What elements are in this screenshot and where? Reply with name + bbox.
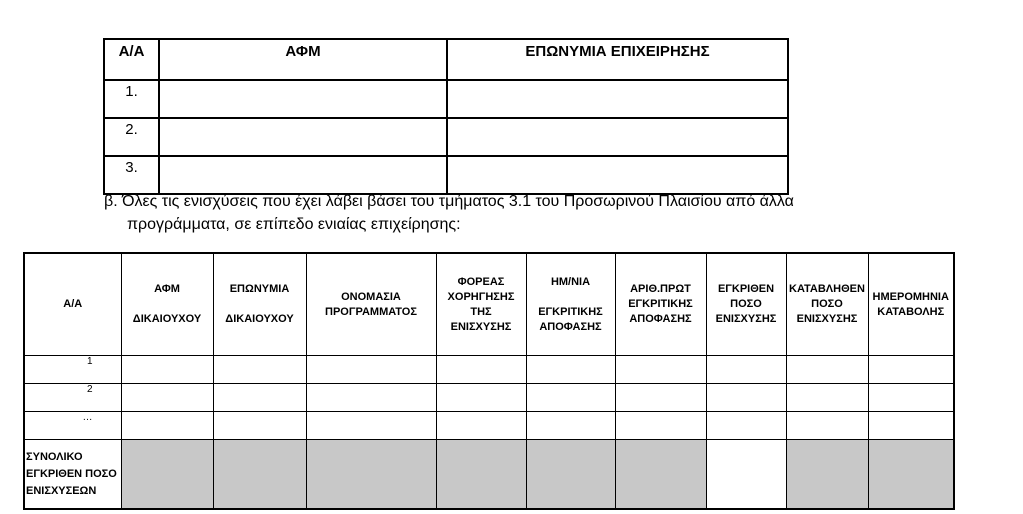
shaded-cell bbox=[615, 440, 706, 510]
cell[interactable] bbox=[436, 384, 526, 412]
header-afm: ΑΦΜ bbox=[159, 39, 447, 80]
cell[interactable] bbox=[436, 412, 526, 440]
row-number: 3. bbox=[104, 156, 159, 194]
cell[interactable] bbox=[868, 412, 954, 440]
paragraph-line-1: β. Όλες τις ενισχύσεις που έχει λάβει βάσει του τμήματος 3.1 του Προσωρινού Πλαισίου από άλλα bbox=[104, 193, 794, 210]
businesses-table bbox=[103, 38, 789, 195]
cell[interactable] bbox=[526, 384, 615, 412]
header-arith-prot: ΑΡΙΘ.ΠΡΩΤ ΕΓΚΡΙΤΙΚΗΣ ΑΠΟΦΑΣΗΣ bbox=[615, 253, 706, 356]
cell[interactable] bbox=[526, 412, 615, 440]
cell[interactable] bbox=[706, 412, 786, 440]
header-hm-nia: ΗΜ/ΝΙΑ ΕΓΚΡΙΤΙΚΗΣ ΑΠΟΦΑΣΗΣ bbox=[526, 253, 615, 356]
cell[interactable] bbox=[868, 384, 954, 412]
header-foreas: ΦΟΡΕΑΣ ΧΟΡΗΓΗΣΗΣ ΤΗΣ ΕΝΙΣΧΥΣΗΣ bbox=[436, 253, 526, 356]
row-number: 1. bbox=[104, 80, 159, 118]
shaded-cell bbox=[786, 440, 868, 510]
header-katavlithen: ΚΑΤΑΒΛΗΘΕΝ ΠΟΣΟ ΕΝΙΣΧΥΣΗΣ bbox=[786, 253, 868, 356]
paragraph-line-2: προγράμματα, σε επίπεδο ενιαίας επιχείρησης: bbox=[127, 216, 461, 233]
cell[interactable] bbox=[526, 356, 615, 384]
cell[interactable] bbox=[786, 384, 868, 412]
cell[interactable] bbox=[868, 356, 954, 384]
cell[interactable] bbox=[213, 412, 306, 440]
afm-cell[interactable] bbox=[159, 156, 447, 194]
cell[interactable] bbox=[436, 356, 526, 384]
cell[interactable] bbox=[786, 356, 868, 384]
cell[interactable] bbox=[121, 356, 213, 384]
shaded-cell bbox=[526, 440, 615, 510]
cell[interactable] bbox=[786, 412, 868, 440]
table-row bbox=[104, 156, 788, 194]
cell[interactable] bbox=[121, 384, 213, 412]
header-eponymia-dikaiouxou: ΕΠΩΝΥΜΙΑ ΔΙΚΑΙΟΥΧΟΥ bbox=[213, 253, 306, 356]
cell[interactable] bbox=[306, 412, 436, 440]
cell[interactable] bbox=[213, 356, 306, 384]
row-number: 2. bbox=[104, 118, 159, 156]
row-number: 1 bbox=[24, 356, 121, 384]
header-hmerominia: ΗΜΕΡΟΜΗΝΙΑ ΚΑΤΑΒΟΛΗΣ bbox=[868, 253, 954, 356]
table-row bbox=[104, 118, 788, 156]
afm-cell[interactable] bbox=[159, 118, 447, 156]
cell[interactable] bbox=[615, 384, 706, 412]
total-label: ΣΥΝΟΛΙΚΟ ΕΓΚΡΙΘΕΝ ΠΟΣΟ ΕΝΙΣΧΥΣΕΩΝ bbox=[24, 440, 121, 510]
shaded-cell bbox=[213, 440, 306, 510]
table-row bbox=[24, 412, 954, 440]
afm-cell[interactable] bbox=[159, 80, 447, 118]
cell[interactable] bbox=[121, 412, 213, 440]
table-row bbox=[24, 356, 954, 384]
cell[interactable] bbox=[706, 384, 786, 412]
shaded-cell bbox=[868, 440, 954, 510]
header-aa: Α/Α bbox=[104, 39, 159, 80]
header-egkrithen: ΕΓΚΡΙΘΕΝ ΠΟΣΟ ΕΝΙΣΧΥΣΗΣ bbox=[706, 253, 786, 356]
row-number: … bbox=[24, 412, 121, 440]
total-amount-cell[interactable] bbox=[706, 440, 786, 510]
shaded-cell bbox=[121, 440, 213, 510]
table-row bbox=[24, 384, 954, 412]
cell[interactable] bbox=[213, 384, 306, 412]
header-afm-dikaiouxou: ΑΦΜ ΔΙΚΑΙΟΥΧΟΥ bbox=[121, 253, 213, 356]
instruction-paragraph bbox=[104, 190, 864, 236]
cell[interactable] bbox=[306, 356, 436, 384]
shaded-cell bbox=[306, 440, 436, 510]
row-number: 2 bbox=[24, 384, 121, 412]
cell[interactable] bbox=[306, 384, 436, 412]
aid-table bbox=[23, 252, 955, 510]
eponymia-cell[interactable] bbox=[447, 118, 788, 156]
header-aa: Α/Α bbox=[24, 253, 121, 356]
cell[interactable] bbox=[615, 356, 706, 384]
cell[interactable] bbox=[615, 412, 706, 440]
eponymia-cell[interactable] bbox=[447, 80, 788, 118]
eponymia-cell[interactable] bbox=[447, 156, 788, 194]
shaded-cell bbox=[436, 440, 526, 510]
table-header-row bbox=[104, 39, 788, 80]
cell[interactable] bbox=[706, 356, 786, 384]
header-onomasia-programmatos: ΟΝΟΜΑΣΙΑ ΠΡΟΓΡΑΜΜΑΤΟΣ bbox=[306, 253, 436, 356]
table-header-row bbox=[24, 253, 954, 356]
header-eponymia: ΕΠΩΝΥΜΙΑ ΕΠΙΧΕΙΡΗΣΗΣ bbox=[447, 39, 788, 80]
table-row bbox=[104, 80, 788, 118]
total-row bbox=[24, 440, 954, 510]
